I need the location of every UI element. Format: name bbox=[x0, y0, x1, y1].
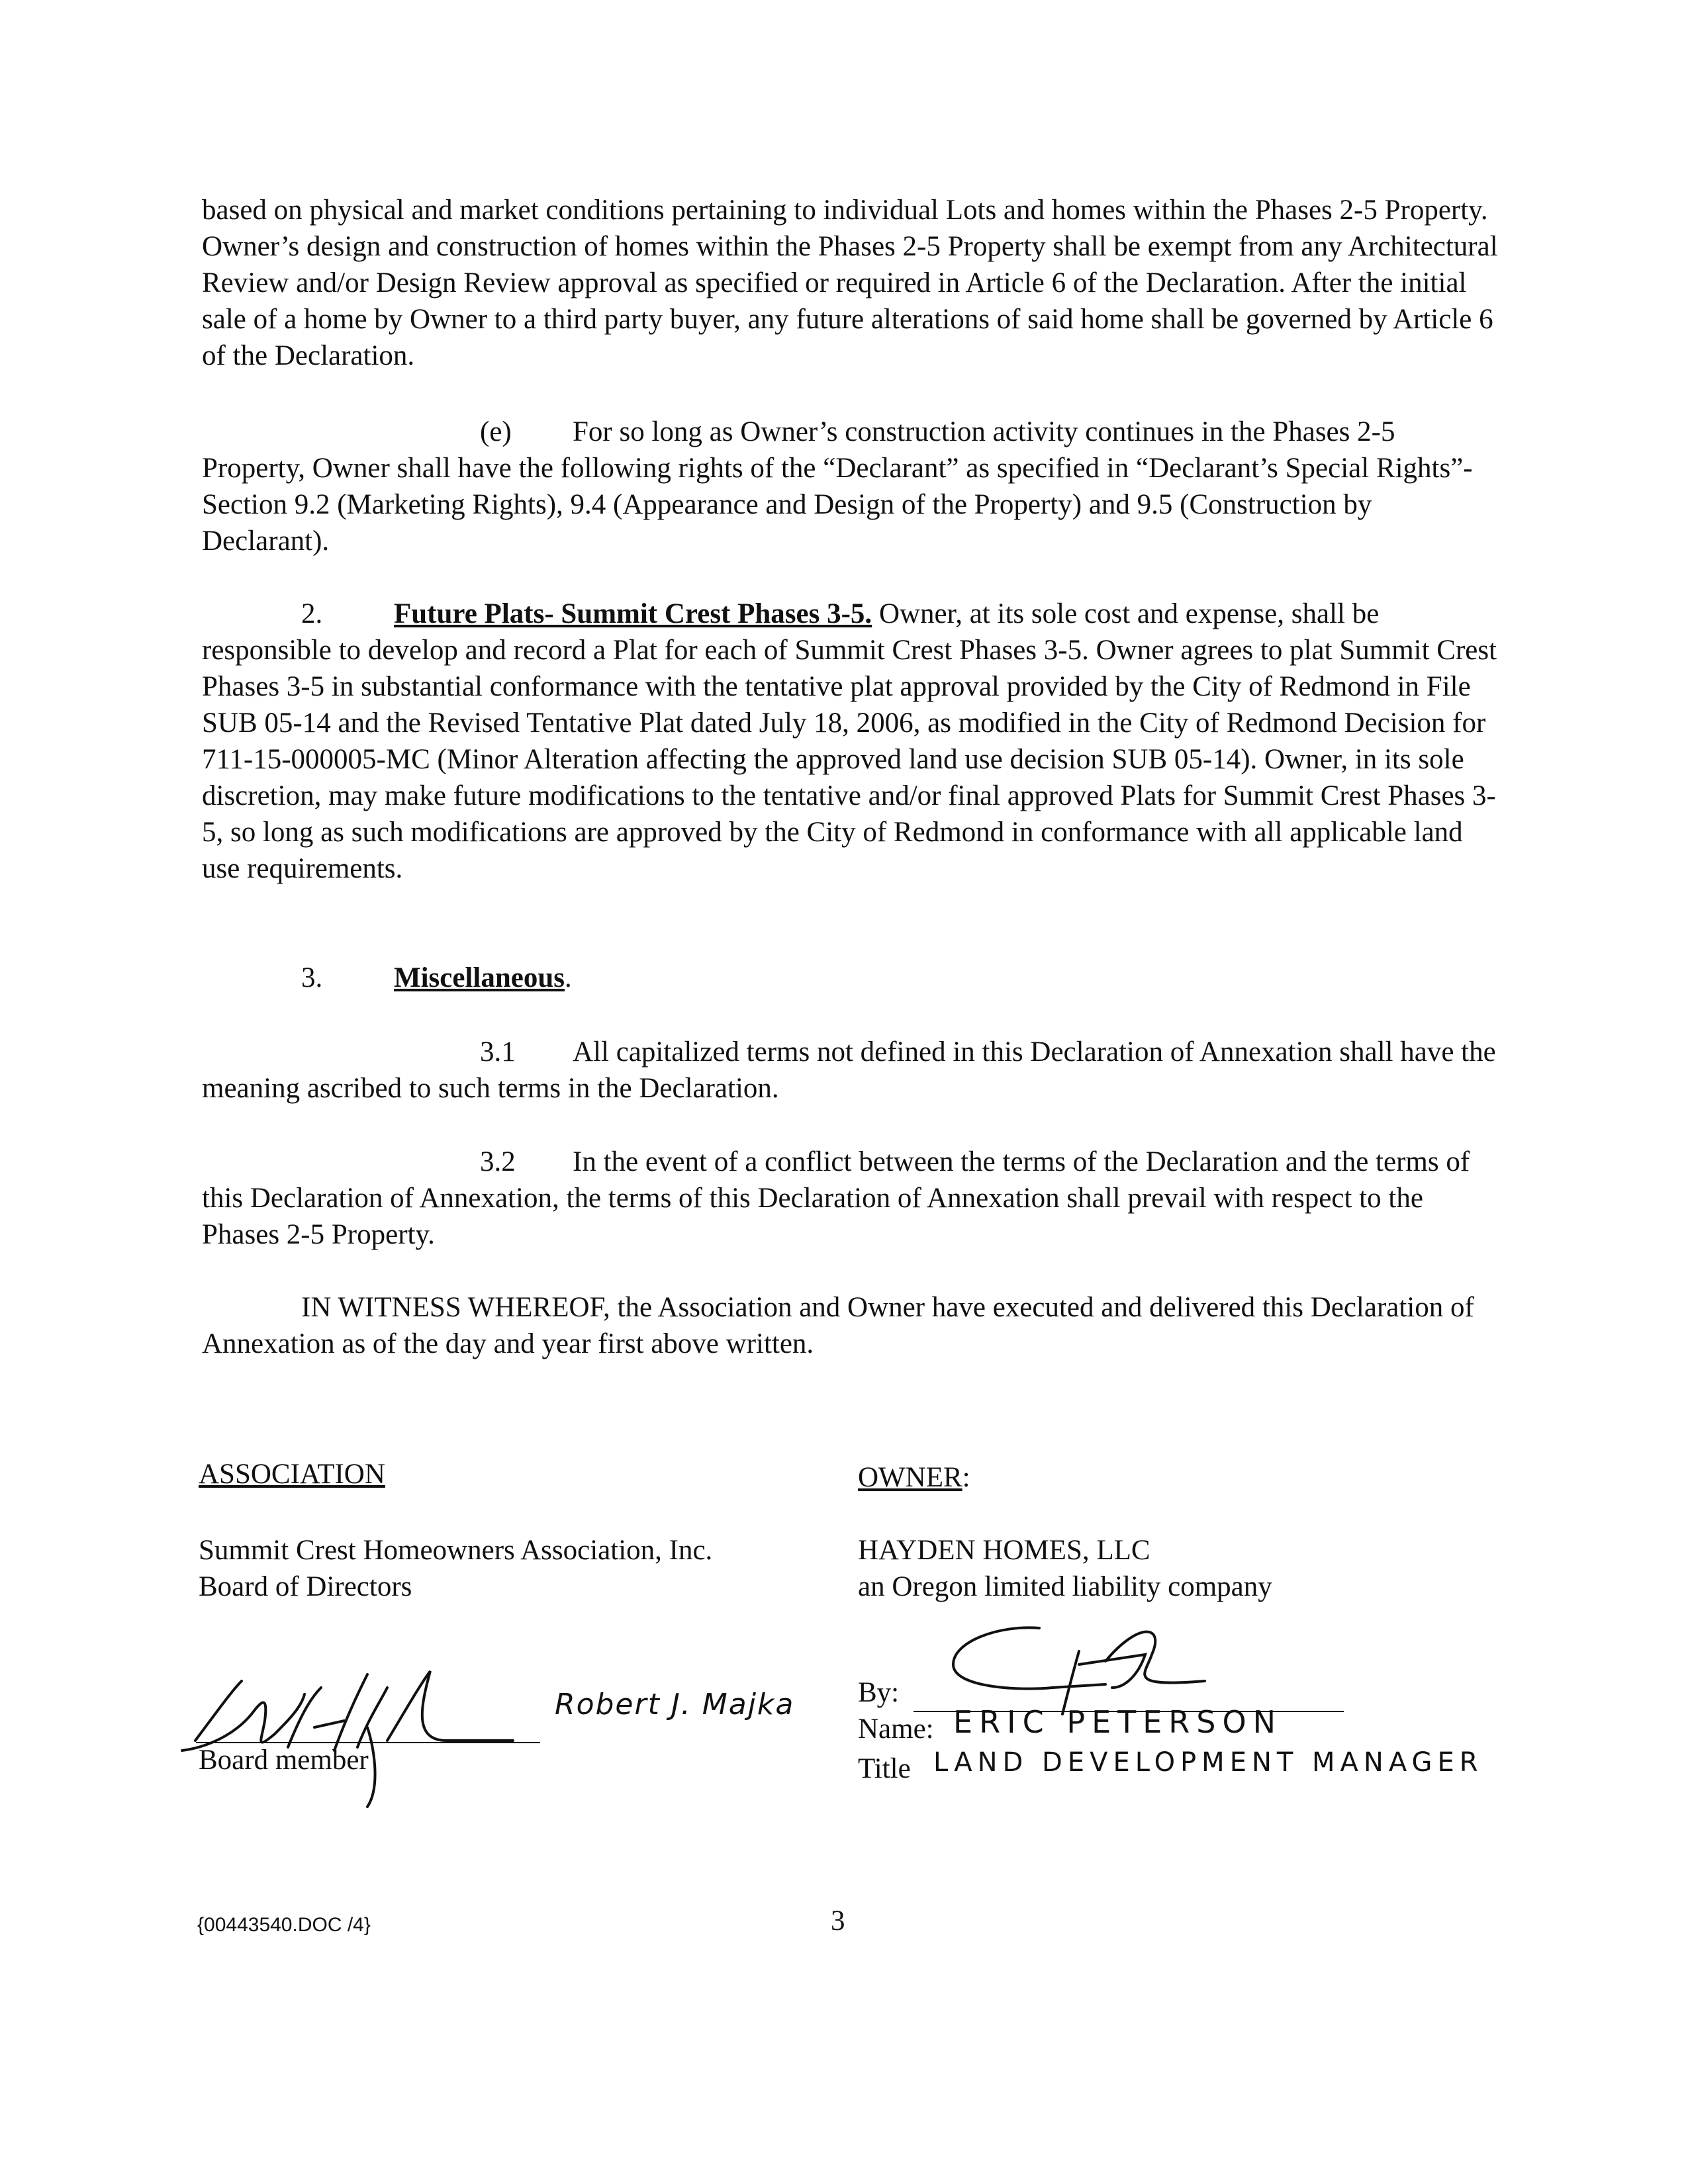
by-label: By: bbox=[858, 1677, 900, 1708]
section-3-1 bbox=[202, 1034, 1499, 1107]
paragraph-e bbox=[202, 414, 1499, 559]
name-label: Name: bbox=[858, 1713, 934, 1745]
owner-type: an Oregon limited liability company bbox=[858, 1571, 1272, 1602]
section-3-1-text: All capitalized terms not defined in this Declaration of Annexation shall have the meaning ascribed to such terms in the Declaration. bbox=[202, 1036, 1496, 1104]
association-body: Board of Directors bbox=[199, 1571, 412, 1602]
owner-title-handwritten: LAND DEVELOPMENT MANAGER bbox=[933, 1747, 1483, 1778]
section-3 bbox=[202, 960, 1499, 996]
paragraph-e-text: For so long as Owner’s construction activity continues in the Phases 2-5 Property, Owner shall have the following rights of the “Declarant” as specified in “Declarant’s Special Rights”- Section 9.2 (Marketing Rights), 9.4 (Appearance and Design of the Property) and 9.5 (Construction by Declarant). bbox=[202, 416, 1473, 557]
page-number: 3 bbox=[831, 1905, 845, 1936]
printed-signature-name: Robert J. Majka bbox=[555, 1688, 795, 1721]
section-2-number: 2. bbox=[301, 598, 323, 629]
section-3-2-text: In the event of a conflict between the terms of the Declaration and the terms of this Declaration of Annexation, the terms of this Declaration of Annexation shall prevail with respect to the Phases 2-5 Property. bbox=[202, 1146, 1470, 1250]
section-3-heading: Miscellaneous bbox=[394, 962, 565, 993]
document-reference: {00443540.DOC /4} bbox=[197, 1914, 371, 1936]
section-3-number: 3. bbox=[301, 962, 323, 993]
section-2 bbox=[202, 596, 1499, 887]
association-signature bbox=[169, 1635, 539, 1833]
owner-name: HAYDEN HOMES, LLC bbox=[858, 1535, 1150, 1566]
title-label: Title bbox=[858, 1753, 911, 1784]
paragraph-e-label: (e) bbox=[480, 416, 512, 447]
section-3-1-number: 3.1 bbox=[480, 1036, 516, 1068]
owner-heading: OWNER: bbox=[858, 1462, 970, 1493]
paragraph-intro: based on physical and market conditions pertaining to individual Lots and homes within the Phases 2-5 Property. Owner’s design and construction of homes within the Phases 2-5 Property shall be exempt from any Architectural Review and/or Design Review approval as specified or required in Article 6 of the Declaration. After the initial sale of a home by Owner to a third party buyer, any future alterations of said home shall be governed by Article 6 of the Declaration. bbox=[202, 195, 1498, 371]
owner-name-handwritten: ERIC PETERSON bbox=[953, 1704, 1283, 1740]
section-2-text: Owner, at its sole cost and expense, shall be responsible to develop and record a Plat for each of Summit Crest Phases 3-5. Owner agrees to plat Summit Crest Phases 3-5 in substantial conformance with the tentative plat approval provided by the City of Redmond in File SUB 05-14 and the Revised Tentative Plat dated July 18, 2006, as modified in the City of Redmond Decision for 711-15-000005-MC (Minor Alteration affecting the approved land use decision SUB 05-14). Owner, in its sole discretion, may make future modifications to the tentative and/or final approved Plats for Summit Crest Phases 3-5, so long as such modifications are approved by the City of Redmond in conformance with all applicable land use requirements. bbox=[202, 598, 1497, 884]
section-2-heading: Future Plats- Summit Crest Phases 3-5. bbox=[394, 598, 872, 629]
section-3-2-number: 3.2 bbox=[480, 1146, 516, 1177]
section-3-heading-end: . bbox=[564, 962, 572, 993]
witness-paragraph: IN WITNESS WHEREOF, the Association and Owner have executed and delivered this Declaration of Annexation as of the day and year first above written. bbox=[202, 1292, 1474, 1359]
board-member-label: Board member bbox=[199, 1745, 369, 1776]
association-heading: ASSOCIATION bbox=[199, 1459, 385, 1490]
section-3-2 bbox=[202, 1144, 1499, 1253]
association-name: Summit Crest Homeowners Association, Inc. bbox=[199, 1535, 713, 1566]
